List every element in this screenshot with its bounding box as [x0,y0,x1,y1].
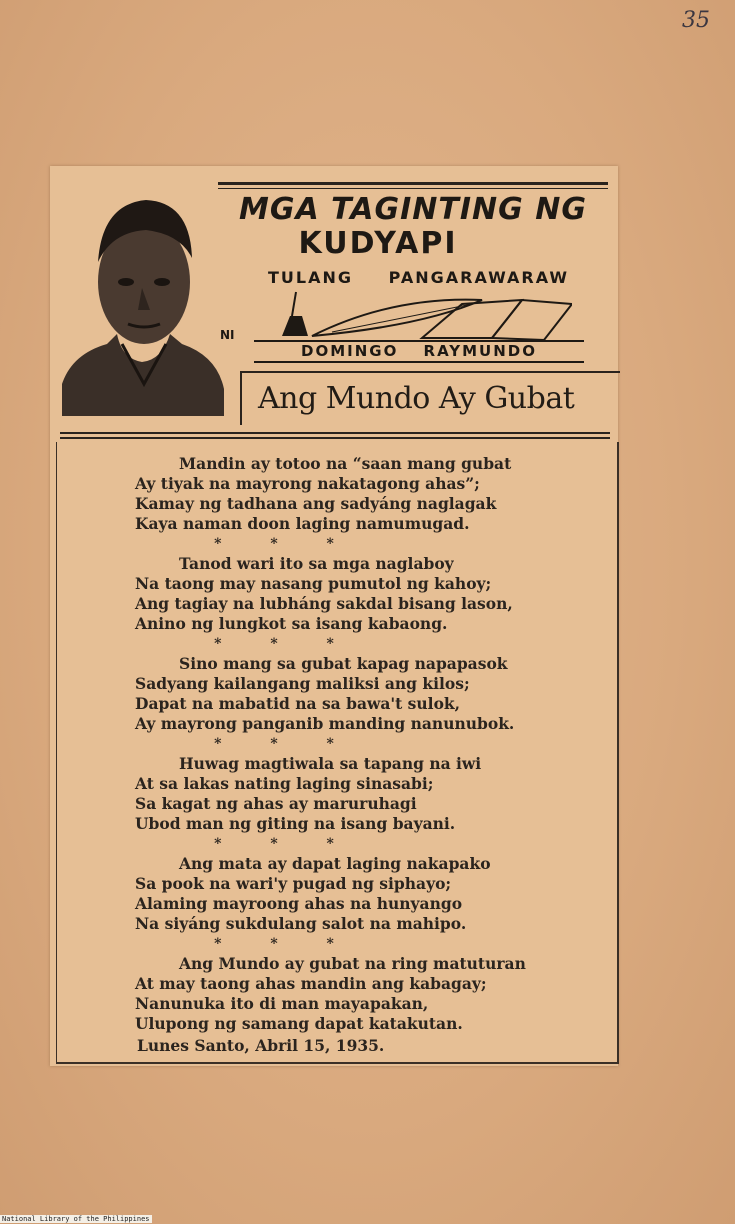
stanza-2 [135,554,605,634]
stanza-separator: * * * [214,936,356,952]
stanza-separator: * * * [214,536,356,552]
stanza-6 [135,954,605,1034]
stanza-separator: * * * [214,736,356,752]
poem-line: Nanunuka ito di man mayapakan, [135,994,429,1013]
poem-line: Ay mayrong panganib manding nanunubok. [135,714,515,733]
poem-line: Sadyang kailangang maliksi ang kilos; [135,674,470,693]
poem-line: Kaya naman doon laging namumugad. [135,514,470,533]
poem-line: Ulupong ng samang dapat katakutan. [135,1014,463,1033]
poem-line: Sa pook na wari'y pugad ng siphayo; [135,874,452,893]
quill-and-book-icon [272,286,572,346]
footer-credit: National Library of the Philippines [2,1215,150,1223]
masthead-rule [218,188,608,189]
double-rule [60,437,610,439]
page-number: 35 [682,8,710,33]
poem-line: Ay tiyak na mayrong nakatagong ahas”; [135,474,480,493]
masthead-subtitle: TULANG PANGARAWARAW [268,268,570,287]
poem-line: At may taong ahas mandin ang kabagay; [135,974,487,993]
poem-line: Alaming mayroong ahas na hunyango [135,894,463,913]
poem-line: Sa kagat ng ahas ay maruruhagi [135,794,417,813]
poem-title: Ang Mundo Ay Gubat [258,381,575,416]
masthead-author: DOMINGO RAYMUNDO [254,340,584,363]
poem-line: Anino ng lungkot sa isang kabaong. [135,614,448,633]
poem-line: Ang Mundo ay gubat na ring matuturan [179,954,526,973]
stanza-3 [135,654,605,734]
poem-line: Mandin ay totoo na “saan mang gubat [179,454,512,473]
poem-body [135,454,605,1056]
stanza-separator: * * * [214,836,356,852]
masthead-title-line2: KUDYAPI [298,226,458,261]
poem-line: Na taong may nasang pumutol ng kahoy; [135,574,492,593]
newspaper-clipping [50,166,618,1066]
poem-line: Kamay ng tadhana ang sadyáng naglagak [135,494,497,513]
double-rule [60,432,610,434]
poem-line: Sino mang sa gubat kapag napapasok [179,654,508,673]
stanza-5 [135,854,605,934]
poem-line: Ang tagiay na lubháng sakdal bisang lason, [135,594,513,613]
poem-line: Na siyáng sukdulang salot na mahipo. [135,914,467,933]
poem-line: Huwag magtiwala sa tapang na iwi [179,754,482,773]
stanza-1 [135,454,605,534]
poem-line: Dapat na mabatid na sa bawa't sulok, [135,694,461,713]
stanza-separator: * * * [214,636,356,652]
poem-title-box [240,371,620,425]
masthead-ni: NI [220,328,235,342]
masthead [218,182,608,364]
poem-dateline: Lunes Santo, Abril 15, 1935. [137,1036,385,1055]
poem-line: Ubod man ng giting na isang bayani. [135,814,456,833]
poem-line: Tanod wari ito sa mga naglaboy [179,554,454,573]
poem-line: At sa lakas nating laging sinasabi; [135,774,434,793]
stanza-4 [135,754,605,834]
poem-line: Ang mata ay dapat laging nakapako [179,854,491,873]
masthead-rule [218,182,608,185]
author-portrait [62,184,224,416]
masthead-title-line1: MGA TAGINTING NG [239,192,587,227]
